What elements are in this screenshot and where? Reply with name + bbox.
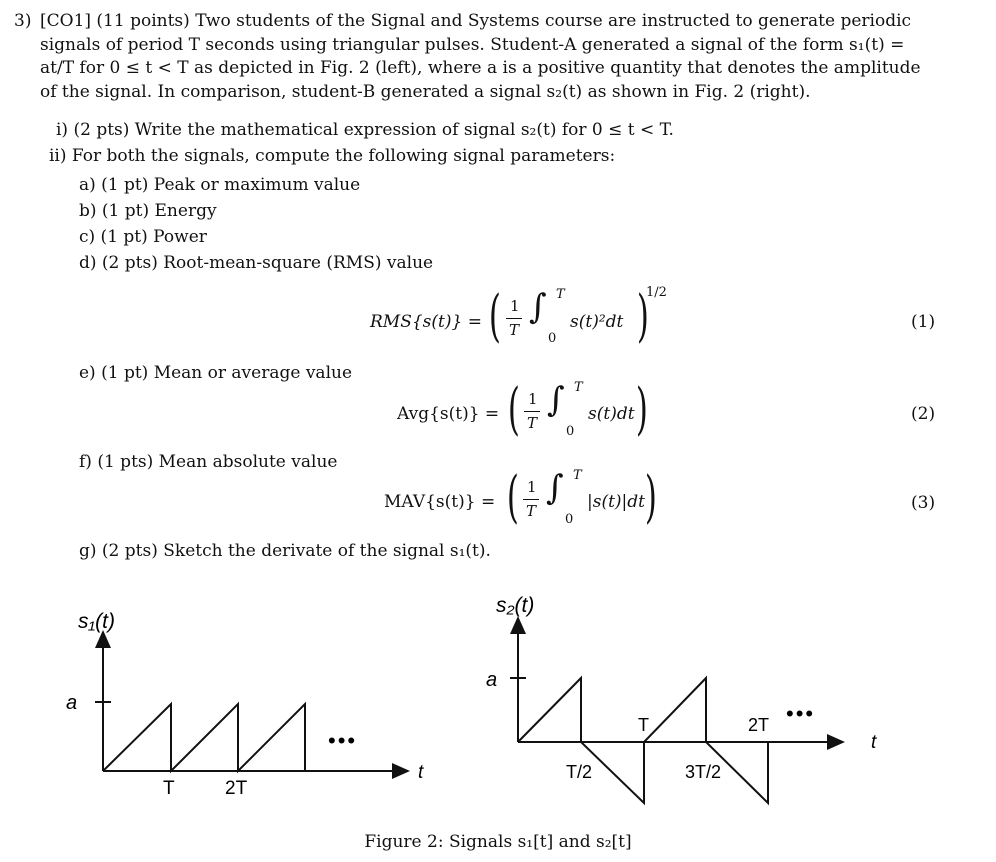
- y-axis-label: s₁(t): [78, 610, 115, 633]
- integral-sign: ∫: [546, 468, 564, 508]
- part-e: e) (1 pt) Mean or average value: [79, 363, 353, 383]
- x-axis-label: t: [871, 732, 877, 753]
- left-paren: (: [507, 377, 520, 442]
- integral-lower: 0: [566, 424, 575, 439]
- figure-right-s2: [480, 590, 900, 810]
- fraction-bar: [523, 499, 539, 500]
- left-paren: (: [488, 284, 501, 349]
- continuation-dots: •••: [328, 728, 358, 753]
- equation-lhs: MAV{s(t)} =: [384, 492, 496, 512]
- part-ii: ii) For both the signals, compute the following signal parameters:: [49, 146, 616, 166]
- tick-label: T: [638, 715, 649, 735]
- integrand: |s(t)|dt: [587, 492, 645, 512]
- figure-caption: Figure 2: Signals s₁[t] and s₂[t]: [364, 832, 632, 852]
- right-paren: ): [636, 284, 649, 349]
- equation-number-3: (3): [911, 493, 936, 513]
- right-paren: ): [635, 377, 648, 442]
- tick-label: 2T: [225, 778, 248, 799]
- figure-left-s1: [0, 590, 480, 810]
- integral-upper: T: [573, 468, 582, 483]
- equation-lhs: Avg{s(t)} =: [397, 404, 500, 424]
- tick-label: 2T: [748, 715, 770, 735]
- amplitude-label: a: [486, 669, 498, 691]
- part-d: d) (2 pts) Root-mean-square (RMS) value: [79, 253, 434, 273]
- amplitude-label: a: [66, 692, 78, 714]
- integral-upper: T: [574, 380, 583, 395]
- equation-number-2: (2): [911, 404, 936, 424]
- fraction-denominator: T: [526, 502, 537, 520]
- tick-label: 3T/2: [685, 762, 722, 782]
- equation-number-1: (1): [911, 312, 936, 332]
- question-number: 3): [14, 11, 32, 31]
- fraction-numerator: 1: [528, 390, 538, 408]
- fraction-numerator: 1: [510, 297, 520, 315]
- exponent: 1/2: [646, 285, 667, 300]
- part-a: a) (1 pt) Peak or maximum value: [79, 175, 361, 195]
- x-axis-label: t: [418, 762, 424, 783]
- question-text: [CO1] (11 points) Two students of the Signal and Systems course are instructed to generate periodic signals of period T seconds using triangular pulses. Student-A generated a signal of the form s₁(t) = at/T for 0 ≤ t < T as depicted in Fig. 2 (left), where a is a positive quantity that denotes the amplitude of the signal. In comparison, student-B generated a signal s₂(t) as shown in Fig. 2 (right).: [40, 11, 921, 102]
- integrand: s(t)dt: [588, 404, 635, 424]
- y-axis-label: s₂(t): [496, 594, 535, 617]
- continuation-dots: •••: [786, 701, 816, 726]
- integral-sign: ∫: [547, 380, 565, 420]
- part-i: i) (2 pts) Write the mathematical expression of signal s₂(t) for 0 ≤ t < T.: [56, 120, 674, 140]
- right-paren: ): [644, 465, 657, 530]
- question-paragraph: [14, 10, 939, 104]
- left-paren: (: [506, 465, 519, 530]
- part-g: g) (2 pts) Sketch the derivate of the signal s₁(t).: [79, 541, 491, 561]
- part-c: c) (1 pt) Power: [79, 227, 207, 247]
- fraction-bar: [506, 318, 522, 319]
- tick-label: T/2: [566, 762, 593, 782]
- integrand: s(t)²dt: [570, 312, 624, 332]
- fraction-numerator: 1: [527, 478, 537, 496]
- sawtooth-waveform: [103, 704, 305, 771]
- triangle-waveform: [518, 678, 768, 803]
- fraction-bar: [524, 411, 540, 412]
- tick-label: T: [163, 778, 175, 799]
- equation-rms: [370, 285, 690, 360]
- equation-mav: [384, 465, 664, 540]
- equation-avg: [397, 377, 657, 452]
- part-b: b) (1 pt) Energy: [79, 201, 217, 221]
- integral-lower: 0: [548, 331, 557, 346]
- equation-lhs: RMS{s(t)} =: [370, 312, 482, 332]
- integral-sign: ∫: [529, 287, 547, 327]
- part-f: f) (1 pts) Mean absolute value: [79, 452, 338, 472]
- integral-lower: 0: [565, 512, 574, 527]
- integral-upper: T: [556, 287, 565, 302]
- fraction-denominator: T: [509, 321, 520, 339]
- fraction-denominator: T: [527, 414, 538, 432]
